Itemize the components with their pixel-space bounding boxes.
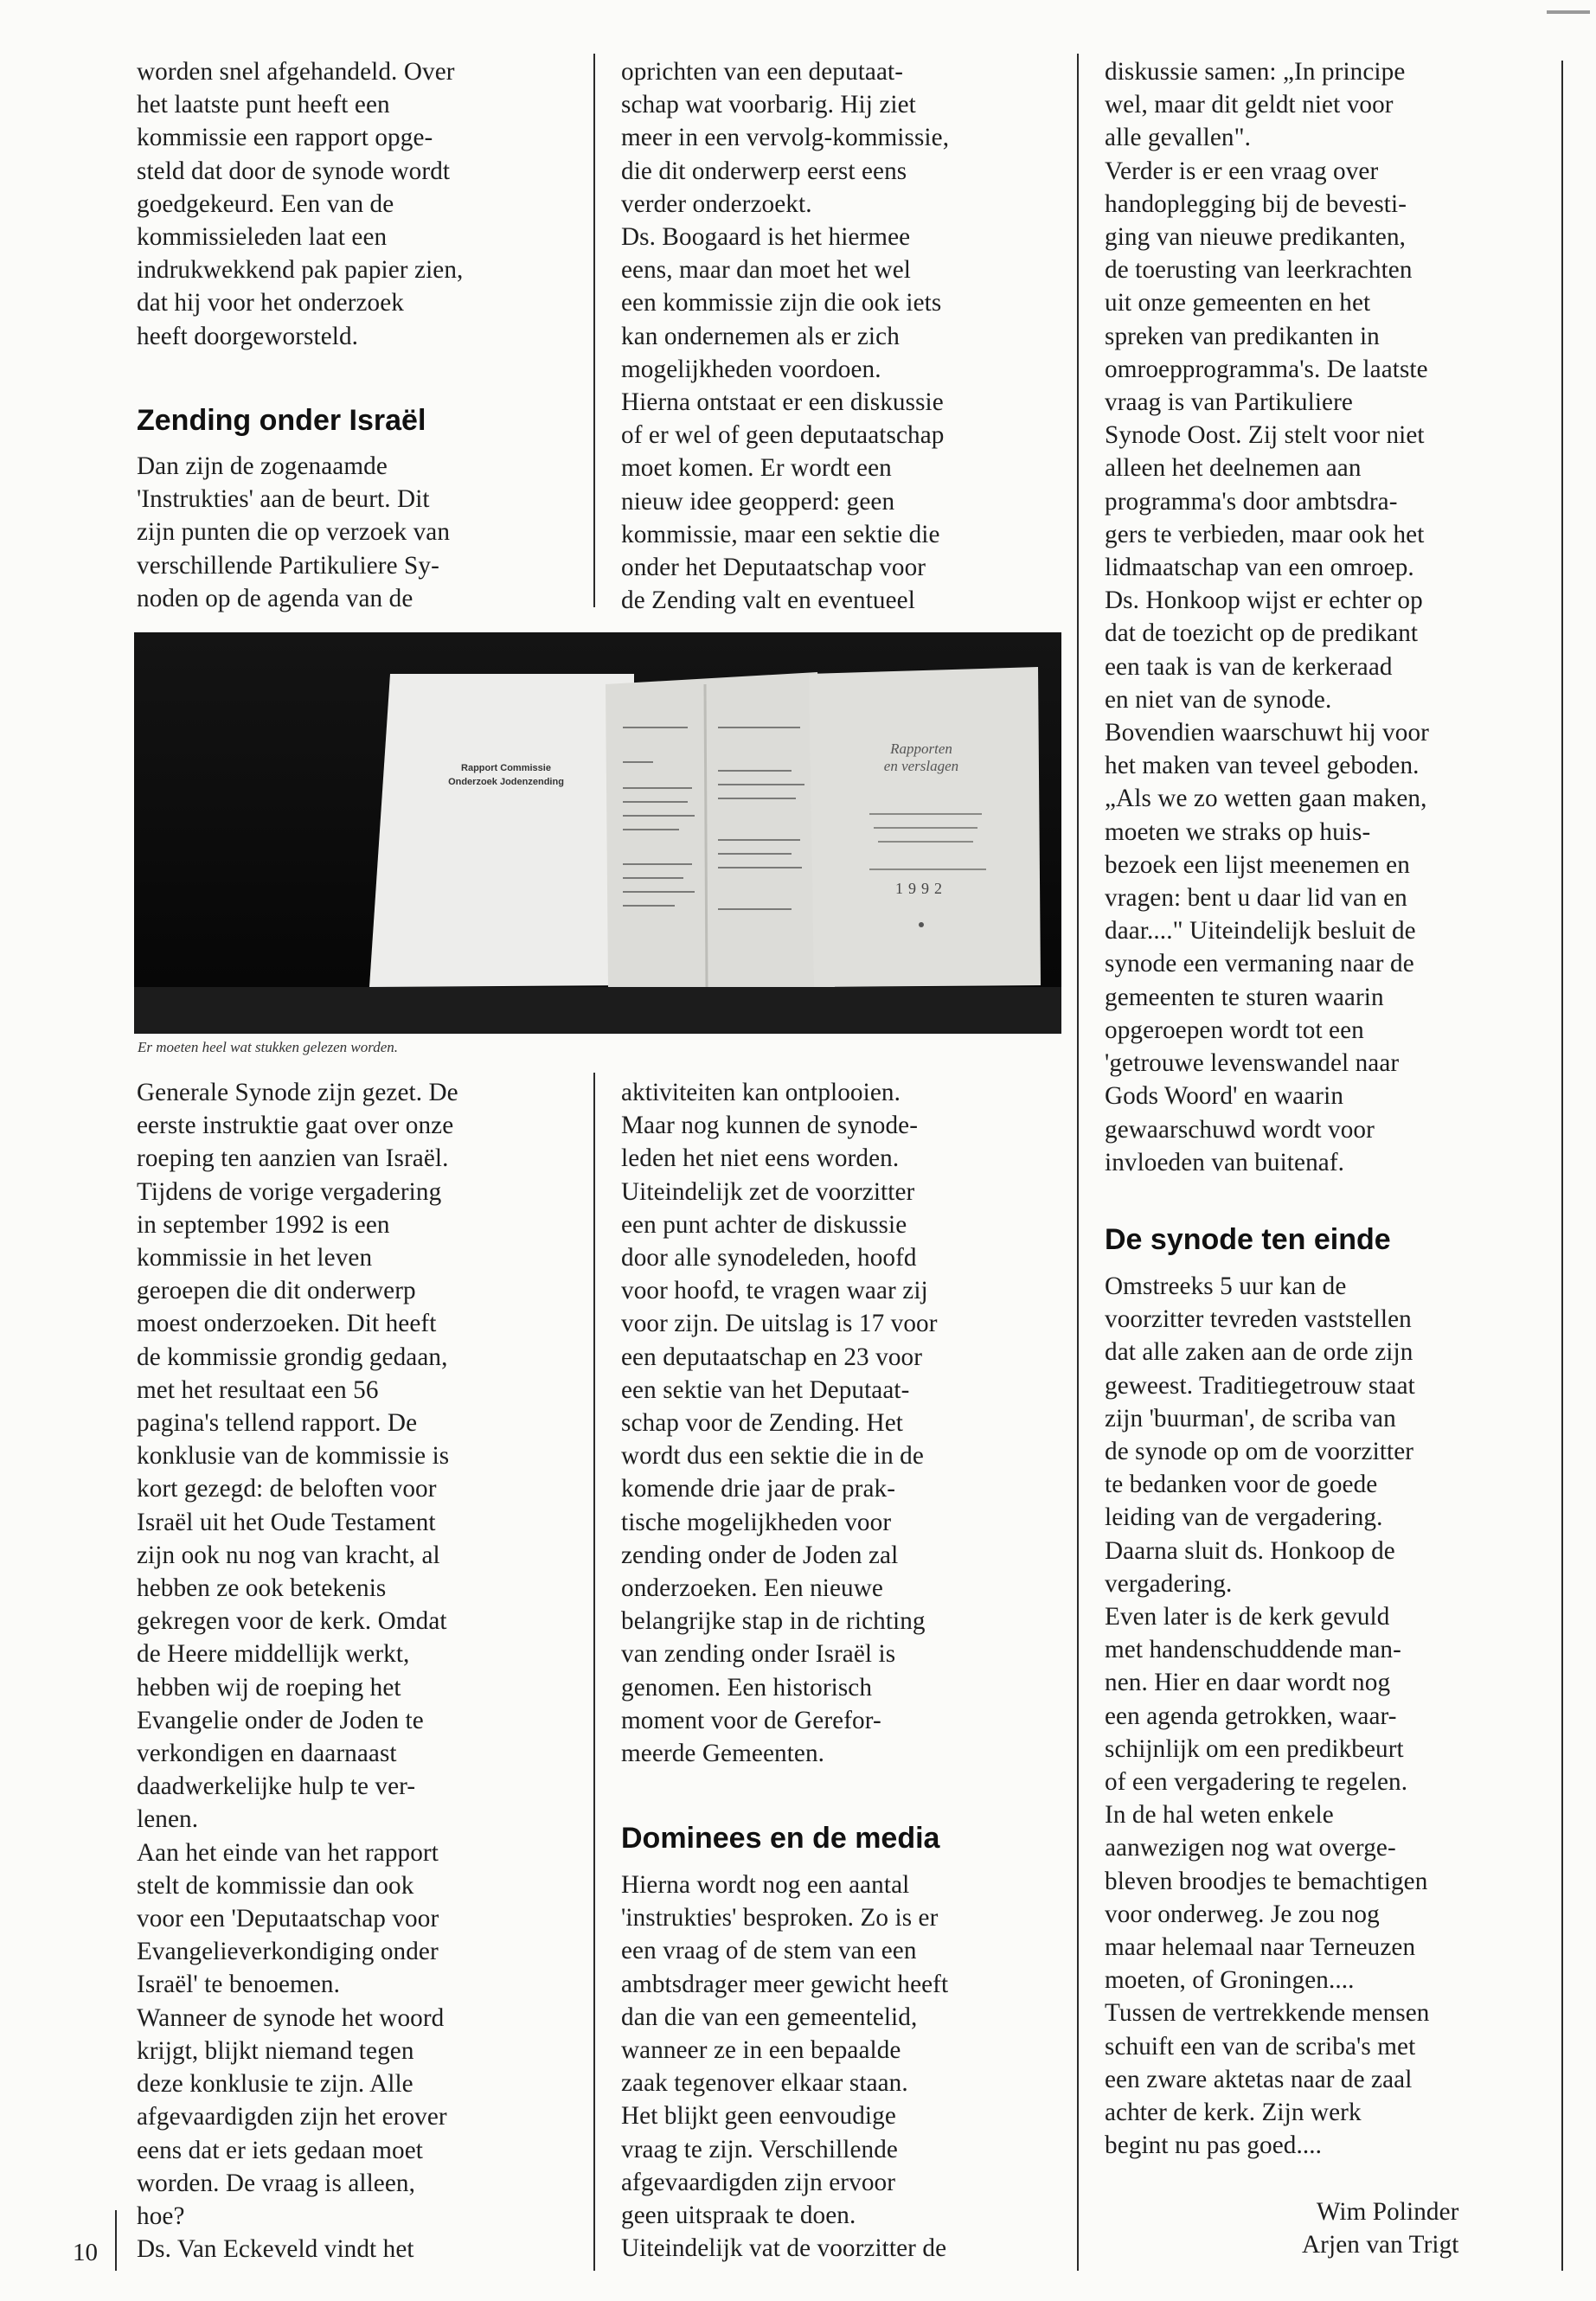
- right-doc-year: 1992: [895, 880, 947, 897]
- text-line: zijn 'buurman', de scriba van: [1105, 1404, 1396, 1433]
- text-line: onderzoeken. Een nieuwe: [621, 1574, 883, 1603]
- text-line: Daarna sluit ds. Honkoop de: [1105, 1536, 1395, 1565]
- column-2-top: [621, 55, 949, 617]
- text-line: konklusie van de kommissie is: [137, 1442, 450, 1471]
- text-line: alleen het deelnemen aan: [1105, 454, 1362, 483]
- text-line: bleven broodjes te bemachtigen: [1105, 1867, 1428, 1895]
- text-line: van zending onder Israël is: [621, 1640, 896, 1669]
- text-line: eens dat er iets gedaan moet: [137, 2136, 424, 2164]
- left-margin-rule: [115, 2210, 117, 2271]
- text-line: invloeden van buitenaf.: [1105, 1148, 1345, 1176]
- text-line: Tussen de vertrekkende mensen: [1105, 1999, 1430, 2028]
- text-line: indrukwekkend pak papier zien,: [137, 256, 464, 285]
- text-line: schap wat voorbarig. Hij ziet: [621, 91, 916, 119]
- text-line: de toerusting van leerkrachten: [1105, 256, 1413, 285]
- text-line: Bovendien waarschuwt hij voor: [1105, 719, 1429, 747]
- text-line: vragen: bent u daar lid van en: [1105, 884, 1407, 913]
- text-line: omroepprogramma's. De laatste: [1105, 355, 1428, 383]
- text-line: afgevaardigden zijn ervoor: [621, 2168, 896, 2196]
- text-line: de Heere middellijk werkt,: [137, 1640, 410, 1669]
- text-line: Ds. Honkoop wijst er echter op: [1105, 586, 1423, 615]
- text-line: zijn punten die op verzoek van: [137, 518, 451, 547]
- text-line: Evangelie onder de Joden te: [137, 1706, 424, 1734]
- text-line: opgeroepen wordt tot een: [1105, 1016, 1364, 1044]
- text-line: kort gezegd: de beloften voor: [137, 1475, 437, 1503]
- text-line: 'getrouwe levenswandel naar: [1105, 1049, 1400, 1078]
- text-line: steld dat door de synode wordt: [137, 157, 451, 185]
- text-line: kommissie een rapport opge-: [137, 124, 433, 152]
- text-line: Hierna ontstaat er een diskussie: [621, 388, 944, 417]
- text-line: Uiteindelijk vat de voorzitter de: [621, 2234, 947, 2263]
- text-line: in september 1992 is een: [137, 1210, 390, 1239]
- text-line: meer in een vervolg-kommissie,: [621, 124, 950, 152]
- text-line: Tijdens de vorige vergadering: [137, 1177, 442, 1206]
- text-line: heeft doorgeworsteld.: [137, 322, 359, 350]
- column-1-bottom: [137, 1076, 458, 2266]
- section-heading: De synode ten einde: [1105, 1223, 1391, 1256]
- text-line: voorzitter tevreden vaststellen: [1105, 1305, 1412, 1334]
- text-line: mogelijkheden voordoen.: [621, 355, 881, 383]
- text-line: dat hij voor het onderzoek: [137, 289, 404, 317]
- text-line: moeten we straks op huis-: [1105, 817, 1371, 846]
- text-line: met handenschuddende man-: [1105, 1636, 1401, 1664]
- heading-zending-onder-israel: [137, 403, 426, 438]
- heading-dominees-en-de-media: [621, 1821, 939, 1856]
- text-line: wanneer ze in een bepaalde: [621, 2036, 901, 2065]
- text-line: het laatste punt heeft een: [137, 91, 390, 119]
- text-line: afgevaardigden zijn het erover: [137, 2103, 447, 2131]
- text-line: kommissieleden laat een: [137, 223, 388, 252]
- column-1-top: [137, 55, 463, 353]
- text-line: zijn ook nu nog van kracht, al: [137, 1541, 440, 1569]
- text-line: vraag is van Partikuliere: [1105, 388, 1353, 417]
- text-line: hoe?: [137, 2202, 185, 2230]
- text-line: lenen.: [137, 1805, 199, 1834]
- text-line: een deputaatschap en 23 voor: [621, 1343, 923, 1371]
- text-line: pagina's tellend rapport. De: [137, 1409, 418, 1438]
- text-line: geroepen die dit onderwerp: [137, 1277, 416, 1305]
- text-line: de Zending valt en eventueel: [621, 586, 915, 615]
- text-line: hebben ze ook betekenis: [137, 1574, 387, 1603]
- text-line: daar...." Uiteindelijk besluit de: [1105, 917, 1416, 945]
- text-line: gewaarschuwd wordt voor: [1105, 1115, 1375, 1144]
- column-3-bottom: [1105, 1270, 1430, 2162]
- page-corner-mark: [1547, 10, 1590, 14]
- text-line: eerste instruktie gaat over onze: [137, 1112, 454, 1140]
- text-line: de synode op om de voorzitter: [1105, 1438, 1414, 1466]
- text-line: achter de kerk. Zijn werk: [1105, 2099, 1362, 2127]
- text-line: de kommissie grondig gedaan,: [137, 1343, 448, 1371]
- text-line: gekregen voor de kerk. Omdat: [137, 1607, 447, 1636]
- text-line: 'Instrukties' aan de beurt. Dit: [137, 485, 430, 514]
- column-rule-2: [1077, 54, 1079, 2271]
- text-line: Evangelieverkondiging onder: [137, 1938, 439, 1966]
- text-line: een sektie van het Deputaat-: [621, 1375, 910, 1404]
- section-heading: Dominees en de media: [621, 1822, 940, 1855]
- text-line: begint nu pas goed....: [1105, 2131, 1323, 2160]
- text-line: ambtsdrager meer gewicht heeft: [621, 1970, 949, 1998]
- right-doc-title-2: en verslagen: [883, 758, 959, 774]
- text-line: worden. De vraag is alleen,: [137, 2169, 416, 2197]
- text-line: noden op de agenda van de: [137, 584, 413, 612]
- text-line: goedgekeurd. Een van de: [137, 189, 394, 218]
- column-rule-1-top: [593, 54, 595, 607]
- text-line: Omstreeks 5 uur kan de: [1105, 1272, 1347, 1300]
- text-line: kommissie, maar een sektie die: [621, 520, 940, 548]
- column-2-media: [621, 1868, 948, 2265]
- author-1: Wim Polinder: [1316, 2198, 1459, 2226]
- text-line: Gods Woord' en waarin: [1105, 1082, 1344, 1111]
- text-line: meerde Gemeenten.: [621, 1740, 825, 1768]
- text-line: Ds. Van Eckeveld vindt het: [137, 2235, 414, 2264]
- text-line: stelt de kommissie dan ook: [137, 1871, 414, 1900]
- text-line: moet komen. Er wordt een: [621, 454, 892, 483]
- text-line: synode een vermaning naar de: [1105, 950, 1414, 978]
- text-line: dat de toezicht op de predikant: [1105, 619, 1419, 648]
- text-line: alle gevallen".: [1105, 124, 1252, 152]
- text-line: Even later is de kerk gevuld: [1105, 1603, 1390, 1631]
- text-line: Synode Oost. Zij stelt voor niet: [1105, 421, 1425, 450]
- right-doc-title-1: Rapporten: [890, 740, 952, 757]
- text-line: leiding van de vergadering.: [1105, 1503, 1383, 1532]
- text-line: of een vergadering te regelen.: [1105, 1768, 1408, 1797]
- text-line: In de hal weten enkele: [1105, 1801, 1334, 1830]
- text-line: „Als we zo wetten gaan maken,: [1105, 785, 1427, 813]
- text-line: Hierna wordt nog een aantal: [621, 1871, 910, 1899]
- text-line: een zware aktetas naar de zaal: [1105, 2065, 1413, 2093]
- column-1-mid: [137, 450, 450, 615]
- text-line: het maken van teveel geboden.: [1105, 752, 1420, 780]
- photo-illustration: [134, 632, 1061, 1034]
- text-line: voor een 'Deputaatschap voor: [137, 1905, 439, 1933]
- text-line: nen. Hier en daar wordt nog: [1105, 1669, 1391, 1697]
- text-line: genomen. Een historisch: [621, 1673, 873, 1702]
- text-line: een vraag of de stem van een: [621, 1937, 917, 1965]
- text-line: moest onderzoeken. Dit heeft: [137, 1310, 437, 1338]
- text-line: diskussie samen: „In principe: [1105, 58, 1406, 86]
- text-line: met het resultaat een 56: [137, 1375, 379, 1404]
- text-line: Israël uit het Oude Testament: [137, 1508, 436, 1536]
- text-line: hebben wij de roeping het: [137, 1673, 401, 1702]
- page-number: 10: [73, 2239, 98, 2266]
- text-line: bezoek een lijst meenemen en: [1105, 850, 1410, 879]
- column-rule-1-bottom: [593, 1073, 595, 2271]
- text-line: moment voor de Gerefor-: [621, 1706, 881, 1734]
- section-heading: Zending onder Israël: [137, 404, 426, 437]
- text-line: Aan het einde van het rapport: [137, 1838, 439, 1867]
- left-doc-title-2: Onderzoek Jodenzending: [448, 777, 564, 787]
- signature: [1302, 2195, 1459, 2261]
- text-line: programma's door ambtsdra-: [1105, 487, 1398, 516]
- text-line: 'instrukties' besproken. Zo is er: [621, 1904, 939, 1932]
- text-line: dat alle zaken aan de orde zijn: [1105, 1338, 1413, 1367]
- text-line: die dit onderwerp eerst eens: [621, 157, 907, 185]
- text-line: vergadering.: [1105, 1569, 1233, 1598]
- left-doc-title-1: Rapport Commissie: [461, 763, 551, 773]
- text-line: belangrijke stap in de richting: [621, 1607, 926, 1636]
- column-2-bottom: [621, 1076, 938, 1770]
- text-line: te bedanken voor de goede: [1105, 1471, 1378, 1499]
- text-line: verder onderzoekt.: [621, 189, 812, 218]
- text-line: eens, maar dan moet het wel: [621, 256, 911, 285]
- text-line: lidmaatschap van een omroep.: [1105, 554, 1414, 582]
- text-line: Wanneer de synode het woord: [137, 2003, 445, 2032]
- text-line: schuift een van de scriba's met: [1105, 2032, 1416, 2061]
- text-line: schijnlijk om een predikbeurt: [1105, 1734, 1404, 1763]
- text-line: gemeenten te sturen waarin: [1105, 983, 1384, 1011]
- text-line: Maar nog kunnen de synode-: [621, 1112, 919, 1140]
- text-line: een agenda getrokken, waar-: [1105, 1702, 1397, 1730]
- text-line: zending onder de Joden zal: [621, 1541, 899, 1569]
- text-line: onder het Deputaatschap voor: [621, 554, 926, 582]
- text-line: ging van nieuwe predikanten,: [1105, 223, 1407, 252]
- text-line: wel, maar dit geldt niet voor: [1105, 91, 1394, 119]
- text-line: Het blijkt geen eenvoudige: [621, 2102, 896, 2131]
- text-line: kommissie in het leven: [137, 1244, 373, 1272]
- text-line: nieuw idee geopperd: geen: [621, 487, 895, 516]
- text-line: vraag te zijn. Verschillende: [621, 2135, 898, 2163]
- text-line: aanwezigen nog wat overge-: [1105, 1834, 1396, 1862]
- text-line: zaak tegenover elkaar staan.: [621, 2069, 908, 2098]
- text-line: maar helemaal naar Terneuzen: [1105, 1933, 1416, 1962]
- text-line: aktiviteiten kan ontplooien.: [621, 1079, 901, 1106]
- text-line: Verder is er een vraag over: [1105, 157, 1379, 185]
- text-line: verkondigen en daarnaast: [137, 1740, 397, 1768]
- text-line: worden snel afgehandeld. Over: [137, 58, 455, 86]
- text-line: krijgt, blijkt niemand tegen: [137, 2036, 414, 2065]
- text-line: Dan zijn de zogenaamde: [137, 452, 388, 480]
- text-line: een taak is van de kerkeraad: [1105, 652, 1393, 681]
- text-line: leden het niet eens worden.: [621, 1144, 900, 1173]
- text-line: moeten, of Groningen....: [1105, 1966, 1355, 1995]
- heading-de-synode-ten-einde: [1105, 1222, 1391, 1257]
- column-3-top: [1105, 55, 1429, 1179]
- text-line: voor hoofd, te vragen waar zij: [621, 1277, 928, 1305]
- photo-caption: Er moeten heel wat stukken gelezen worden.: [138, 1039, 399, 1055]
- text-line: komende drie jaar de prak-: [621, 1475, 896, 1503]
- text-line: voor onderweg. Je zou nog: [1105, 1900, 1380, 1928]
- text-line: wordt dus een sektie die in de: [621, 1442, 924, 1471]
- text-line: een kommissie zijn die ook iets: [621, 289, 942, 317]
- text-line: roeping ten aanzien van Israël.: [137, 1144, 449, 1173]
- text-line: deze konklusie te zijn. Alle: [137, 2070, 413, 2099]
- right-margin-rule: [1561, 61, 1563, 2271]
- text-line: een punt achter de diskussie: [621, 1210, 907, 1239]
- text-line: tische mogelijkheden voor: [621, 1508, 892, 1536]
- text-line: schap voor de Zending. Het: [621, 1409, 903, 1438]
- left-document: [369, 674, 634, 987]
- text-line: verschillende Partikuliere Sy-: [137, 551, 439, 580]
- text-line: dan die van een gemeentelid,: [621, 2003, 918, 2031]
- text-line: spreken van predikanten in: [1105, 322, 1380, 350]
- text-line: handoplegging bij de bevesti-: [1105, 189, 1407, 218]
- text-line: geweest. Traditiegetrouw staat: [1105, 1371, 1415, 1400]
- text-line: door alle synodeleden, hoofd: [621, 1244, 917, 1272]
- text-line: kan ondernemen als er zich: [621, 322, 900, 350]
- text-line: of er wel of geen deputaatschap: [621, 421, 945, 450]
- text-line: voor zijn. De uitslag is 17 voor: [621, 1310, 938, 1338]
- text-line: Israël' te benoemen.: [137, 1971, 340, 1999]
- text-line: gers te verbieden, maar ook het: [1105, 520, 1425, 548]
- photo-documents: [134, 632, 1061, 1034]
- text-line: oprichten van een deputaat-: [621, 58, 904, 86]
- text-line: Generale Synode zijn gezet. De: [137, 1079, 458, 1106]
- text-line: daadwerkelijke hulp te ver-: [137, 1772, 416, 1801]
- text-line: Ds. Boogaard is het hiermee: [621, 223, 911, 252]
- text-line: Uiteindelijk zet de voorzitter: [621, 1177, 915, 1206]
- author-2: Arjen van Trigt: [1302, 2231, 1459, 2259]
- text-line: uit onze gemeenten en het: [1105, 289, 1371, 317]
- text-line: en niet van de synode.: [1105, 685, 1332, 714]
- text-line: geen uitspraak te doen.: [621, 2202, 856, 2230]
